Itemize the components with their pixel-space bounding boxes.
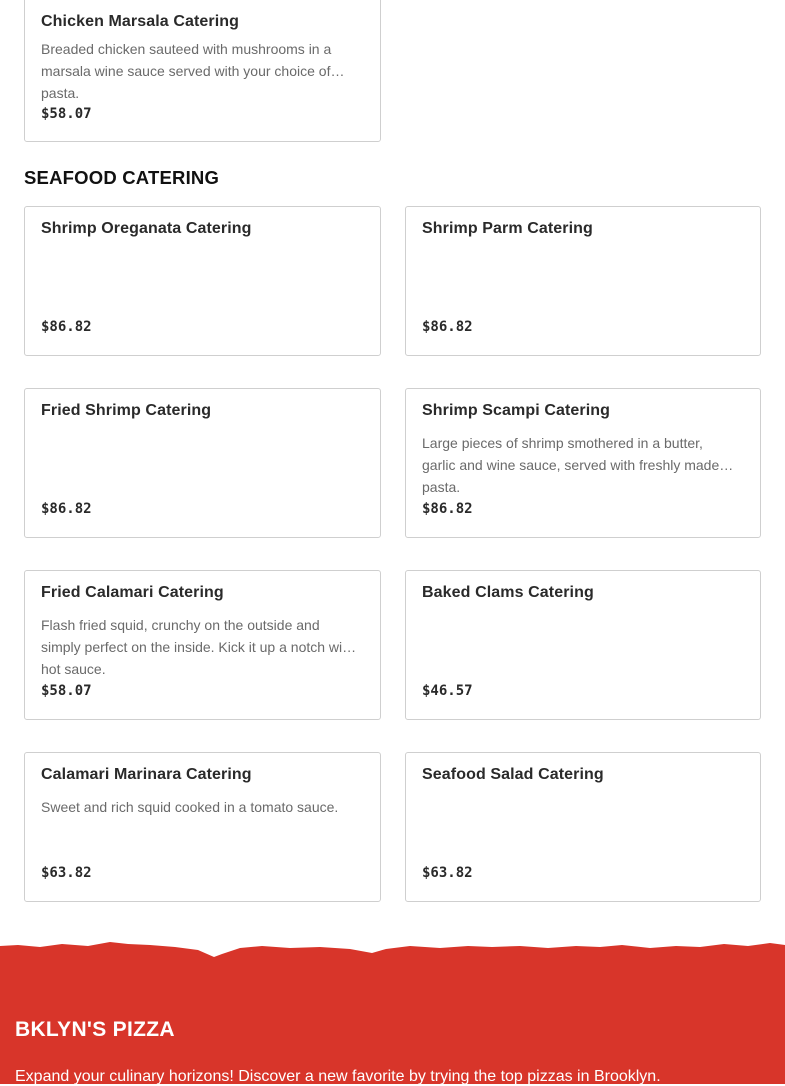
menu-item-card[interactable]: [24, 570, 381, 720]
menu-item-price: $86.82: [41, 501, 92, 517]
menu-item-name: Fried Shrimp Catering: [41, 402, 212, 419]
menu-item-description: Sweet and rich squid cooked in a tomato sauce.: [41, 799, 339, 815]
menu-item-card[interactable]: [24, 388, 381, 538]
menu-item-card[interactable]: [405, 206, 761, 356]
menu-item-card[interactable]: [405, 388, 761, 538]
menu-item-card[interactable]: [24, 752, 381, 902]
menu-item-description: Breaded chicken sauteed with mushrooms in a marsala wine sauce served with your choice of pasta.: [41, 41, 332, 101]
menu-item-name: Seafood Salad Catering: [422, 766, 604, 783]
menu-item-price: $63.82: [41, 865, 92, 881]
menu-item-name: Baked Clams Catering: [422, 584, 594, 601]
site-footer: [0, 940, 785, 1084]
menu-item-price: $63.82: [422, 865, 473, 881]
menu-item-price: $46.57: [422, 683, 473, 699]
menu-item-name: Shrimp Parm Catering: [422, 220, 593, 237]
menu-item-price: $58.07: [41, 683, 92, 699]
menu-item-price: $58.07: [41, 106, 92, 122]
menu-item-name: Fried Calamari Catering: [41, 584, 224, 601]
menu-item-card[interactable]: [405, 752, 761, 902]
menu-item-description: Flash fried squid, crunchy on the outside and simply perfect on the inside. Kick it up a notch with hot sauce.: [41, 617, 354, 677]
footer-tagline: Expand your culinary horizons! Discover a new favorite by trying the top pizzas in Brooklyn.: [15, 1068, 661, 1085]
menu-item-name: Shrimp Oreganata Catering: [41, 220, 252, 237]
menu-item-description: Large pieces of shrimp smothered in a butter, garlic and wine sauce, served with freshly made pasta.: [422, 435, 720, 495]
menu-item-price: $86.82: [41, 319, 92, 335]
menu-item-price: $86.82: [422, 501, 473, 517]
footer-brand: BKLYN'S PIZZA: [15, 1018, 175, 1041]
menu-item-name: Shrimp Scampi Catering: [422, 402, 611, 419]
menu-item-card[interactable]: [24, 0, 381, 142]
menu-item-card[interactable]: [405, 570, 761, 720]
menu-item-name: Chicken Marsala Catering: [41, 13, 240, 30]
menu-item-card[interactable]: [24, 206, 381, 356]
menu-item-name: Calamari Marinara Catering: [41, 766, 252, 783]
section-title: SEAFOOD CATERING: [24, 167, 220, 188]
menu-item-price: $86.82: [422, 319, 473, 335]
